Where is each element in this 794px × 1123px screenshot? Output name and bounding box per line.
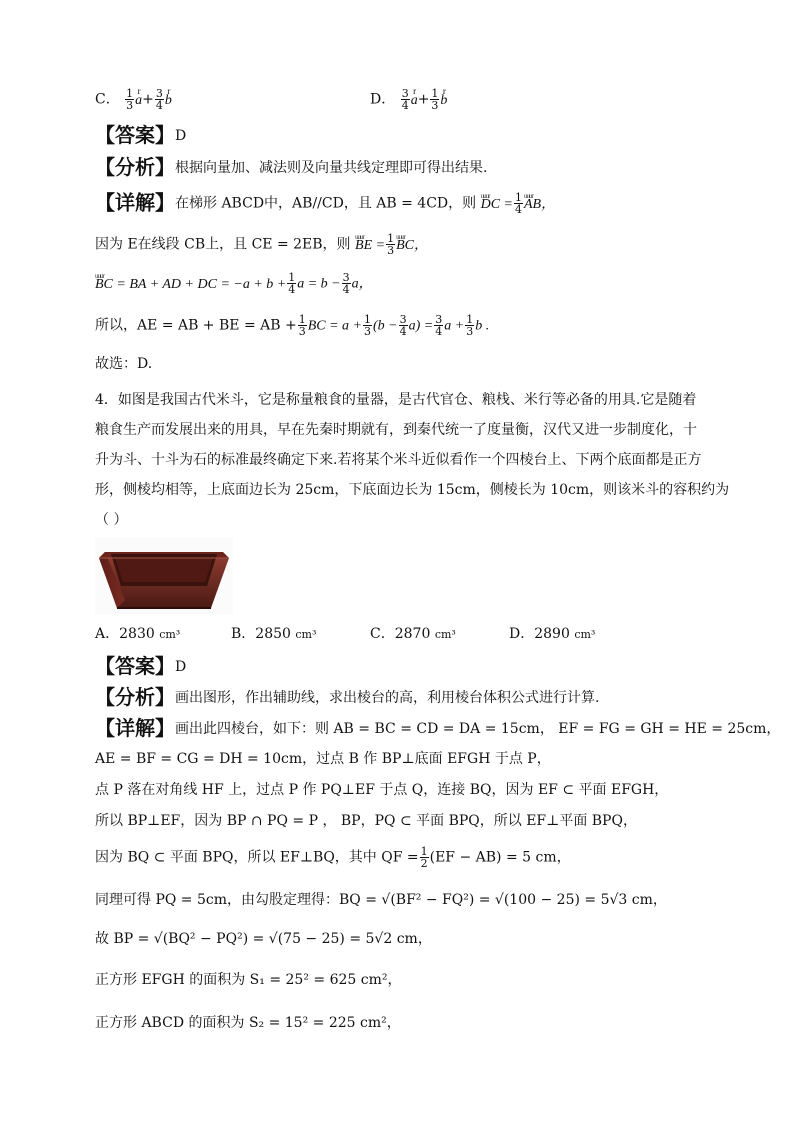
q4-detail-7: 故 BP = √(BQ² − PQ²) = √(75 − 25) = 5√2 cm， [95,931,432,947]
q4-stem-1: 4．如图是我国古代米斗，它是称量粮食的量器，是古代官仓、粮栈、米行等必备的用具.它是随着 [95,392,697,408]
q3-detail-1: 【详解】在梯形 ABCD中，AB//CD，且 AB = 4CD，则 uuur DC = $\frac{1}{4}$ uuur AB， [95,192,555,215]
q3-answer: 【答案】D [95,123,187,147]
q4-option-d: D．2890 cm³ [509,626,596,642]
q4-option-b: B．2850 cm³ [231,626,317,642]
q4-option-c: C．2870 cm³ [370,626,456,642]
frac-3-4: $\frac{3}{4}$ [155,87,163,112]
q4-stem-3: 升为斗、十斗为石的标准最终确定下来.若将某个米斗近似看作一个四棱台上、下两个底面都是正方 [95,452,702,468]
q4-detail-1: 【详解】画出此四棱台，如下：则 AB = BC = CD = DA = 15cm， EF = FG = GH = HE = 25cm， [95,716,781,740]
q4-detail-8: 正方形 EFGH 的面积为 S₁ = 25² = 625 cm²， [95,972,402,988]
q4-analysis: 【分析】画出图形，作出辅助线，求出棱台的高，利用棱台体积公式进行计算. [95,685,600,709]
q4-detail-3: 点 P 落在对角线 HF 上，过点 P 作 PQ⊥EF 于点 Q，连接 BQ，因为 EF ⊂ 平面 EFGH， [95,782,669,798]
rice-measure-photo [95,538,233,614]
q3-conclusion: 故选：D. [95,356,153,372]
q4-detail-2: AE = BF = CG = DH = 10cm，过点 B 作 BP⊥底面 EFGH 于点 P， [95,751,551,767]
q3-analysis: 【分析】根据向量加、减法则及向量共线定理即可得出结果. [95,155,488,179]
q4-answer: 【答案】D [95,654,187,678]
q4-paren: （ ） [95,512,128,528]
q3-detail-2: 因为 E在线段 CB上，且 CE = 2EB，则 uuur BE = $\frac{1}{3}$ uuur BC， [95,233,428,256]
q3-detail-3: uuur BC = BA + AD + DC = −a + b + $\frac{1}{4}$ a = b − $\frac{3}{4}$ a， [95,272,373,295]
q4-options [95,624,596,645]
frac-1-3: $\frac{1}{3}$ [126,87,134,112]
option-c: C． $\frac{1}{3}$ r a+ $\frac{3}{4}$ r b [95,88,172,111]
q4-detail-6: 同理可得 PQ = 5cm，由勾股定理得：BQ = √(BF² − FQ²) = √(100 − 25) = 5√3 cm， [95,892,667,908]
q4-stem-4: 形，侧棱均相等，上底面边长为 25cm，下底面边长为 15cm，侧棱长为 10cm，则该米斗的容积约为 [95,482,730,498]
q4-detail-5: 因为 BQ ⊂ 平面 BPQ，所以 EF⊥BQ，其中 QF = $\frac{1}{2}$ (EF − AB) = 5 cm， [95,845,571,870]
q4-detail-9: 正方形 ABCD 的面积为 S₂ = 15² = 225 cm²， [95,1015,401,1031]
q4-stem-2: 粮食生产而发展出来的用具，早在先秦时期就有，到秦代统一了度量衡，汉代又进一步制度化，十 [95,422,697,438]
q4-detail-4: 所以 BP⊥EF，因为 BP ∩ PQ = P ， BP，PQ ⊂ 平面 BPQ，所以 EF⊥平面 BPQ， [95,813,637,829]
q4-option-a: A．2830 cm³ [95,626,181,642]
q3-detail-4: 所以，AE = AB + BE = AB + $\frac{1}{3}$ BC = a + $\frac{1}{3}$ (b − $\frac{3}{4}$ a) = $\frac{3}{4}$ a + $\frac{1}{3}$ b . [95,313,490,338]
option-d: D． $\frac{3}{4}$ r a+ $\frac{1}{3}$ r b [370,88,447,111]
